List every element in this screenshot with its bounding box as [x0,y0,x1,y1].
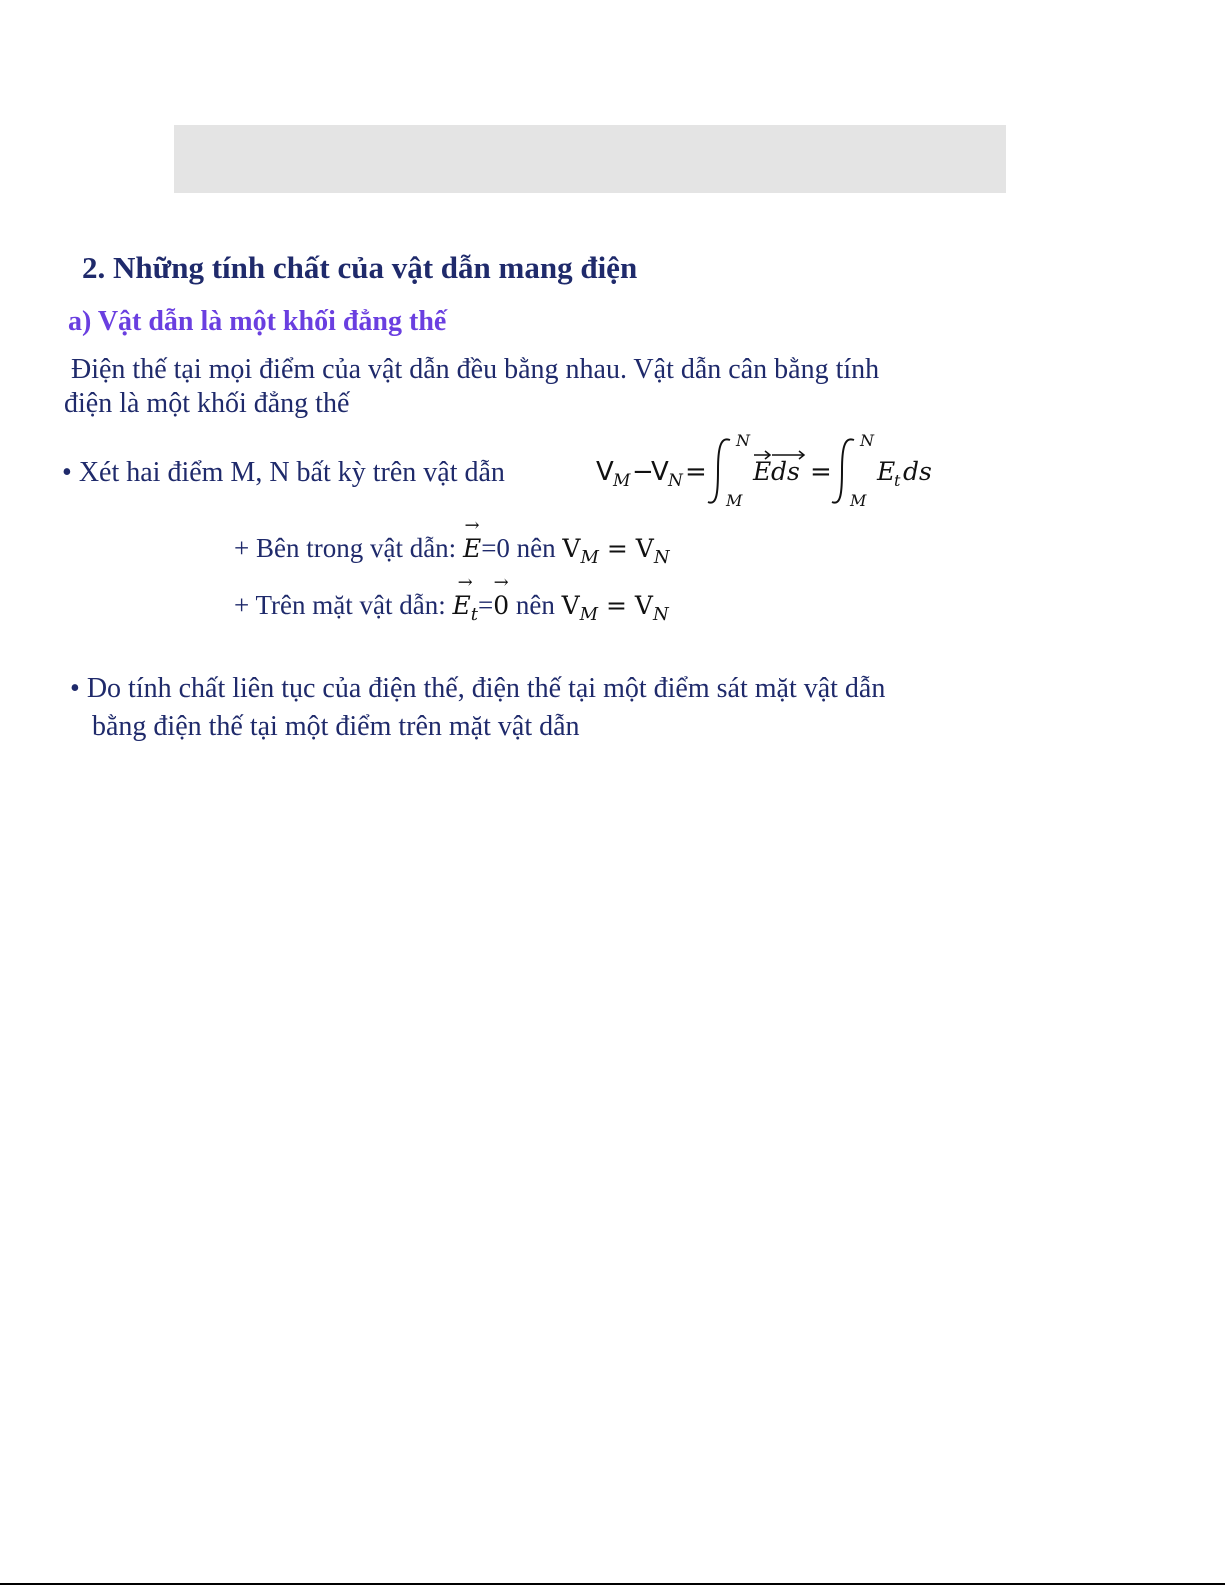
zero-vector-symbol: → 0 [493,591,509,620]
inside-prefix: + Bên trong vật dẫn: [234,533,463,563]
eq-lower-m1: M [726,491,743,510]
intro-paragraph [64,353,984,421]
v-symbol-2: V [635,534,654,563]
bullet-marker: • [62,457,72,488]
nen-word: nên [509,533,563,563]
n-subscript: N [653,547,670,568]
subsection-title: a) Vật dẫn là một khối đẳng thế [68,306,447,337]
eq-ds: ds [903,457,932,486]
equation-svg [596,430,946,515]
eq-upper-n2: N [860,431,874,450]
continuity-line-2: bằng điện thế tại một điểm trên mặt vật dẫn [92,711,580,742]
e-vector-symbol: E [452,591,471,620]
m-subscript: M [580,547,599,568]
eq-upper-n1: N [736,431,750,450]
eq-equals-1: = [685,457,707,487]
m-subscript: M [579,604,599,625]
eq-equals-2: = [810,457,832,487]
v-symbol: V [562,534,581,563]
eq-sub-n1: N [668,471,683,491]
v-symbol-2: V [634,591,653,620]
bullet-text: Xét hai điểm M, N bất kỳ trên vật dẫn [78,457,505,488]
e-vector-symbol: → E [463,534,481,563]
bullet-continuity [70,670,990,746]
eq-zero: =0 [481,533,510,563]
eq-minus: − [632,457,654,487]
eq-ds-vector: ds [771,457,800,486]
t-subscript: t [470,604,478,625]
eq-et: E [877,457,896,486]
bullet-consider-points [62,457,505,489]
header-placeholder-bar [174,125,1006,193]
v-symbol: V [561,591,580,620]
surface-conductor-line [234,590,669,625]
potential-difference-equation [596,430,946,515]
eq-e-vector: E [753,457,772,486]
equals-symbol: = [598,534,636,563]
eq-lower-m2: M [850,491,867,510]
continuity-line-1: Do tính chất liên tục của điện thế, điện thế tại một điểm sát mặt vật dẫn [86,673,886,704]
eq-v1: V [596,457,614,487]
equals-symbol: = [477,590,494,620]
eq-sub-m1: M [613,471,631,491]
intro-line-1: Điện thế tại mọi điểm của vật dẫn đều bằng nhau. Vật dẫn cân bằng tính [64,354,880,385]
inside-conductor-line [234,533,670,568]
eq-sub-t: t [894,471,901,490]
surface-prefix: + Trên mặt vật dẫn: [234,590,453,620]
nen-word: nên [509,590,562,620]
section-title: 2. Những tính chất của vật dẫn mang điện [82,250,638,285]
bullet-marker: • [70,673,80,704]
n-subscript: N [652,604,669,625]
eq-v2: V [651,457,669,487]
intro-line-2: điện là một khối đẳng thế [64,388,350,419]
equals-symbol-2: = [598,591,635,620]
